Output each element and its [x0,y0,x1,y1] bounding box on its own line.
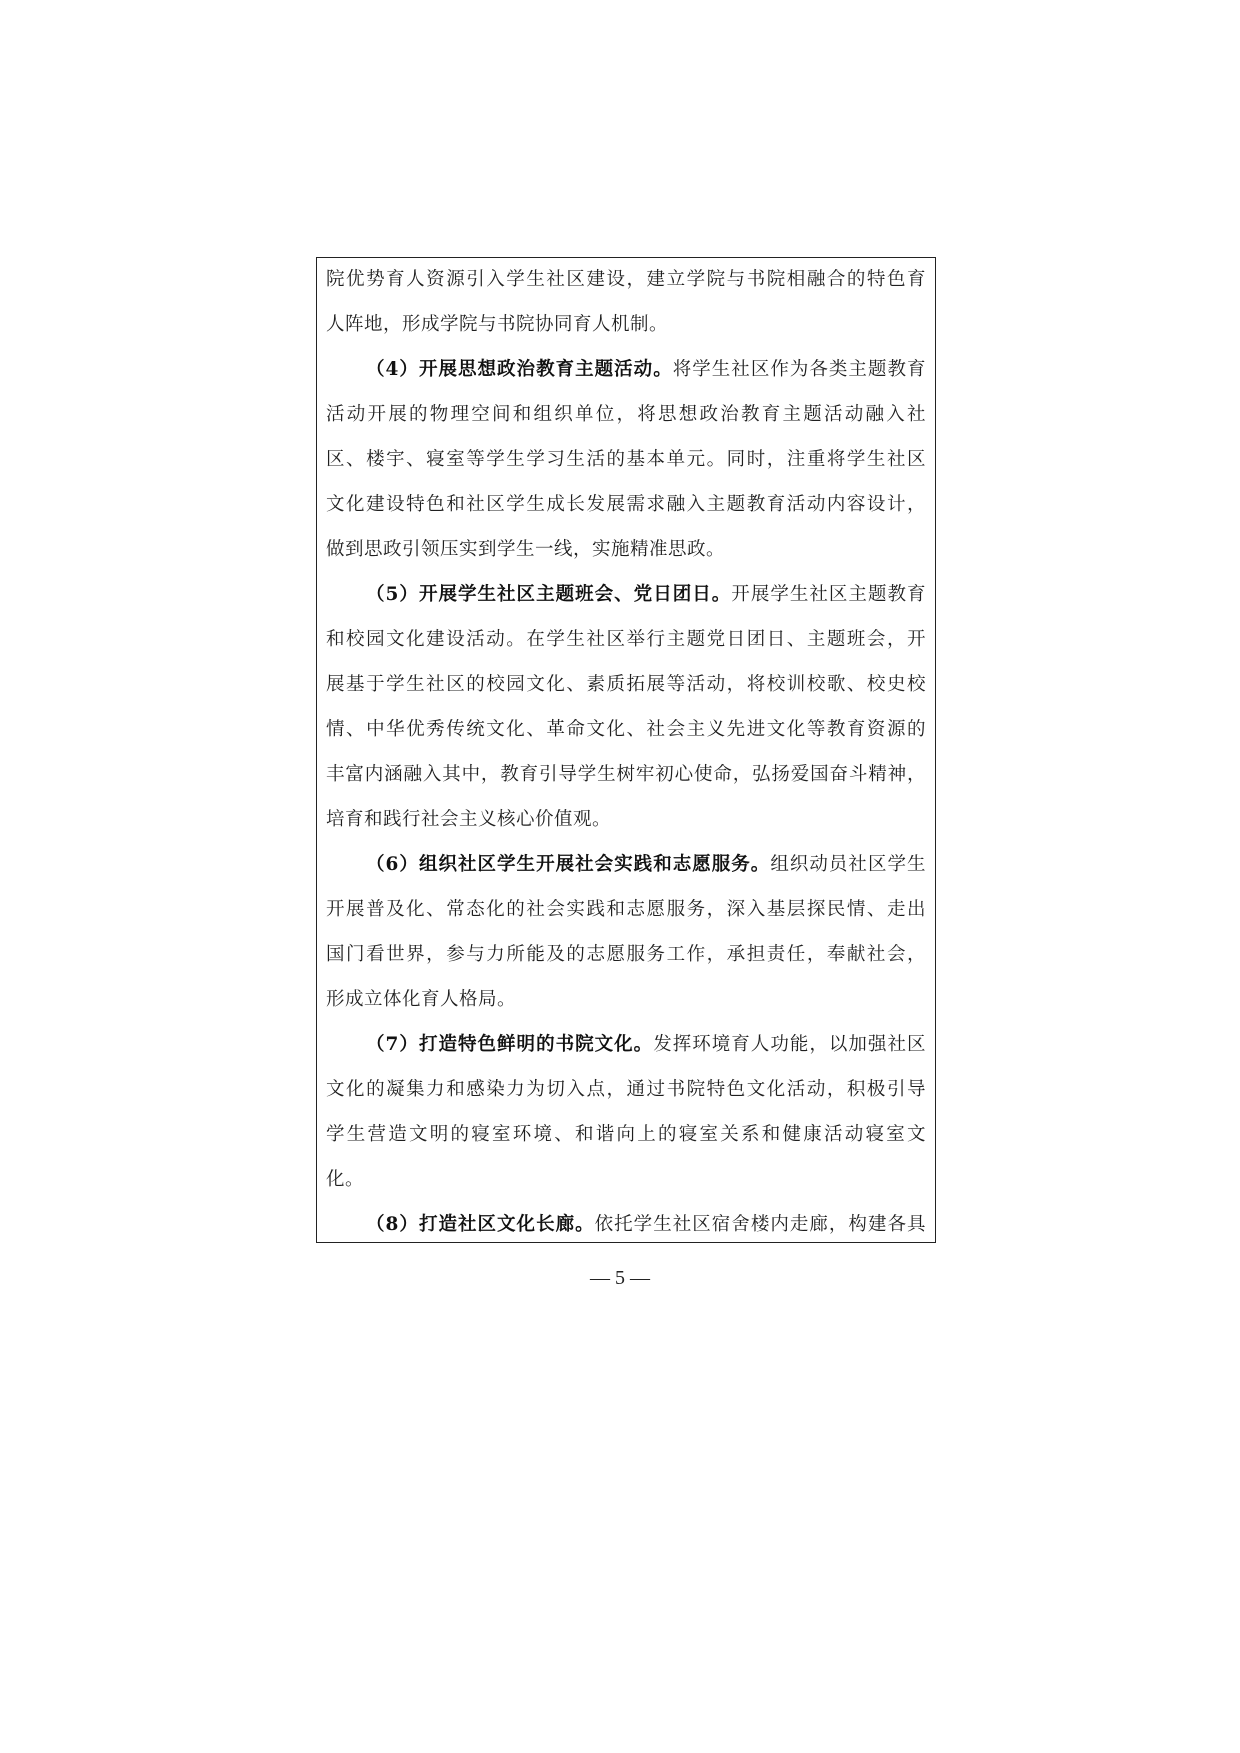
text-line-12: 丰富内涵融入其中，教育引导学生树牢初心使命，弘扬爱国奋斗精神， [326,764,926,785]
text-line-9: 和校园文化建设活动。在学生社区举行主题党日团日、主题班会，开 [326,629,926,650]
text-line-7: 做到思政引领压实到学生一线，实施精准思政。 [326,539,726,560]
text-line-15: 开展普及化、常态化的社会实践和志愿服务，深入基层探民情、走出 [326,899,926,920]
section-5-heading: （5）开展学生社区主题班会、党日团日。 [366,584,732,605]
text-line-2: 人阵地，形成学院与书院协同育人机制。 [326,314,669,335]
text-line-20: 学生营造文明的寝室环境、和谐向上的寝室关系和健康活动寝室文 [326,1124,926,1145]
section-4-heading: （4）开展思想政治教育主题活动。 [366,359,673,380]
section-6-heading: （6）组织社区学生开展社会实践和志愿服务。 [366,854,771,875]
text-line-21: 化。 [326,1169,365,1190]
section-7-heading: （7）打造特色鲜明的书院文化。 [366,1034,654,1055]
text-line-8: （5）开展学生社区主题班会、党日团日。开展学生社区主题教育 [366,584,926,605]
text-line-19: 文化的凝集力和感染力为切入点，通过书院特色文化活动，积极引导 [326,1079,926,1100]
text-line-6: 文化建设特色和社区学生成长发展需求融入主题教育活动内容设计， [326,494,926,515]
text-line-1: 院优势育人资源引入学生社区建设，建立学院与书院相融合的特色育 [326,269,926,290]
text-line-18: （7）打造特色鲜明的书院文化。发挥环境育人功能，以加强社区 [366,1034,926,1055]
page-number: — 5 — [590,1267,650,1289]
text-line-5: 区、楼宇、寝室等学生学习生活的基本单元。同时，注重将学生社区 [326,449,926,470]
section-8-heading: （8）打造社区文化长廊。 [366,1214,595,1235]
text-line-17: 形成立体化育人格局。 [326,989,517,1010]
text-line-14: （6）组织社区学生开展社会实践和志愿服务。组织动员社区学生 [366,854,926,875]
document-text-frame [316,257,936,1243]
text-line-22: （8）打造社区文化长廊。依托学生社区宿舍楼内走廊，构建各具 [366,1214,926,1235]
text-line-16: 国门看世界，参与力所能及的志愿服务工作，承担责任，奉献社会， [326,944,926,965]
text-line-13: 培育和践行社会主义核心价值观。 [326,809,612,830]
text-line-11: 情、中华优秀传统文化、革命文化、社会主义先进文化等教育资源的 [326,719,926,740]
text-line-10: 展基于学生社区的校园文化、素质拓展等活动，将校训校歌、校史校 [326,674,926,695]
text-line-3: （4）开展思想政治教育主题活动。将学生社区作为各类主题教育 [366,359,926,380]
text-line-4: 活动开展的物理空间和组织单位，将思想政治教育主题活动融入社 [326,404,926,425]
